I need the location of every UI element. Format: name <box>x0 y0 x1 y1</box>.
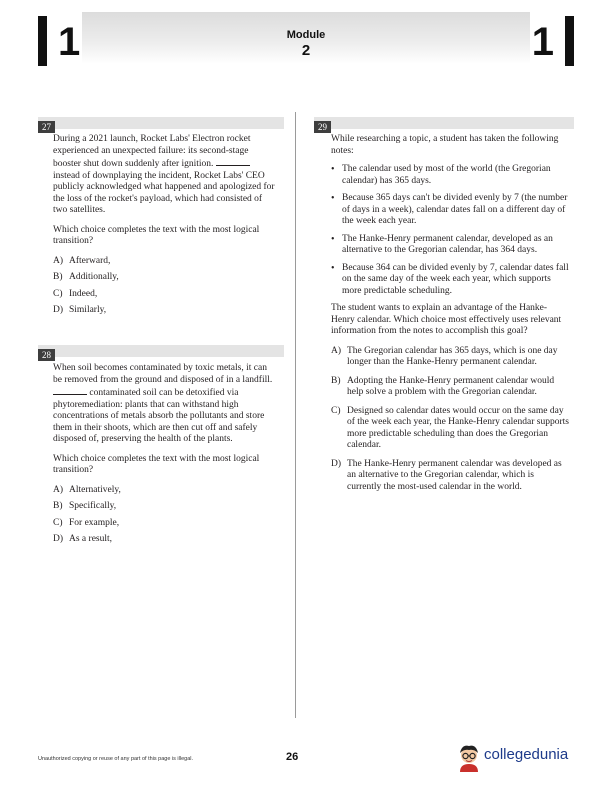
question-28-passage-part-1: When soil becomes contaminated by toxic metals, it can be removed from the ground and disposed of in a landfill. <box>53 363 273 385</box>
note-item: • Because 364 can be divided evenly by 7, calendar dates fall on the same day of the week each year, which supports more predictable scheduling. <box>331 262 569 296</box>
bullet-icon: • <box>331 262 335 274</box>
question-29-notes <box>331 164 569 297</box>
page-number: 26 <box>286 751 299 763</box>
question-28 <box>53 363 277 551</box>
question-28-option-c[interactable]: C) For example, <box>53 517 120 528</box>
brand-logo[interactable] <box>454 742 584 772</box>
question-28-option-b[interactable]: B) Specifically, <box>53 501 117 511</box>
question-28-prompt: Which choice completes the text with the most logical transition? <box>53 453 260 475</box>
note-item: • The Hanke-Henry permanent calendar, developed as an alternative to the Gregorian calendar, has 364 days. <box>331 233 553 255</box>
copyright-notice: Unauthorized copying or reuse of any part of this page is illegal. <box>38 756 194 762</box>
question-28-option-d[interactable]: D) As a result, <box>53 534 113 544</box>
question-28-passage-part-2: contaminated soil can be detoxified via phytoremediation: plants that can withstand high concentrations of metals absorb the pollutants and store them in their shoots, which are then cut off and safely disposed of, preserving the health of the plants. <box>53 388 265 444</box>
page-header <box>0 4 612 72</box>
question-28-options <box>53 485 277 546</box>
question-27-option-d[interactable]: D) Similarly, <box>53 305 107 315</box>
question-27-bar <box>38 117 284 132</box>
student-mascot-icon <box>454 742 484 772</box>
question-28-option-a[interactable]: A) Alternatively, <box>53 484 121 495</box>
bullet-icon: • <box>331 164 335 175</box>
question-29-options <box>331 346 569 494</box>
module-number: 2 <box>301 42 311 59</box>
question-29-option-a[interactable]: A) The Gregorian calendar has 365 days, which is one day longer than the Hanke-Henry permanent calendar. <box>331 345 558 367</box>
question-29-option-c[interactable]: C) Designed so calendar dates would occur on the same day of the week each year, the Hanke-Henry calendar supports more predictable scheduling than does the Gregorian calendar. <box>331 405 569 450</box>
question-27-passage-part-2: instead of downplaying the incident, Rocket Labs' CEO publicly acknowledged what happened and apologized for the loss of the rocket's payload, which had consisted of two satellites. <box>53 170 275 215</box>
question-27-prompt: Which choice completes the text with the most logical transition? <box>53 224 260 246</box>
question-29-option-d[interactable]: D) The Hanke-Henry permanent calendar was developed as an alternative to the Gregorian calendar, which is currently the most-used calendar in the world. <box>331 458 562 492</box>
question-27-passage-part-1: During a 2021 launch, Rocket Labs' Electron rocket experienced an unexpected failure: its second-stage booster shut down suddenly after ignition. <box>53 134 251 169</box>
question-29-bar <box>314 117 574 132</box>
column-divider <box>295 112 296 718</box>
question-28-bar <box>38 345 284 360</box>
bullet-icon: • <box>331 233 335 245</box>
module-label: Module <box>286 29 326 41</box>
question-27 <box>53 134 277 322</box>
answer-blank <box>216 157 250 166</box>
header-right-rule <box>565 16 574 66</box>
question-29-number: 29 <box>314 121 331 133</box>
question-29-option-b[interactable]: B) Adopting the Hanke-Henry permanent calendar would help solve a problem with the Gregorian calendar. <box>331 375 555 397</box>
answer-blank <box>53 386 87 395</box>
question-29 <box>331 134 569 500</box>
question-27-number: 27 <box>38 121 55 133</box>
question-27-option-c[interactable]: C) Indeed, <box>53 288 98 299</box>
question-28-passage <box>53 363 277 446</box>
section-number-left: 1 <box>58 20 81 64</box>
brand-name: collegedunia <box>484 746 569 763</box>
question-27-options <box>53 256 277 317</box>
question-27-passage <box>53 134 277 217</box>
question-29-prompt: The student wants to explain an advantage of the Hanke-Henry calendar. Which choice most effectively uses relevant information from the notes to accomplish this goal? <box>331 303 562 336</box>
question-27-option-a[interactable]: A) Afterward, <box>53 255 111 266</box>
section-number-right: 1 <box>531 20 554 64</box>
bullet-icon: • <box>331 193 335 204</box>
question-29-intro: While researching a topic, a student has taken the following notes: <box>331 134 559 156</box>
question-28-number: 28 <box>38 349 55 361</box>
question-27-option-b[interactable]: B) Additionally, <box>53 272 119 282</box>
note-item: • Because 365 days can't be divided evenly by 7 (the number of days in a week), calendar dates fall on a different day of the week each year. <box>331 193 568 226</box>
note-item: • The calendar used by most of the world (the Gregorian calendar) has 365 days. <box>331 164 551 186</box>
